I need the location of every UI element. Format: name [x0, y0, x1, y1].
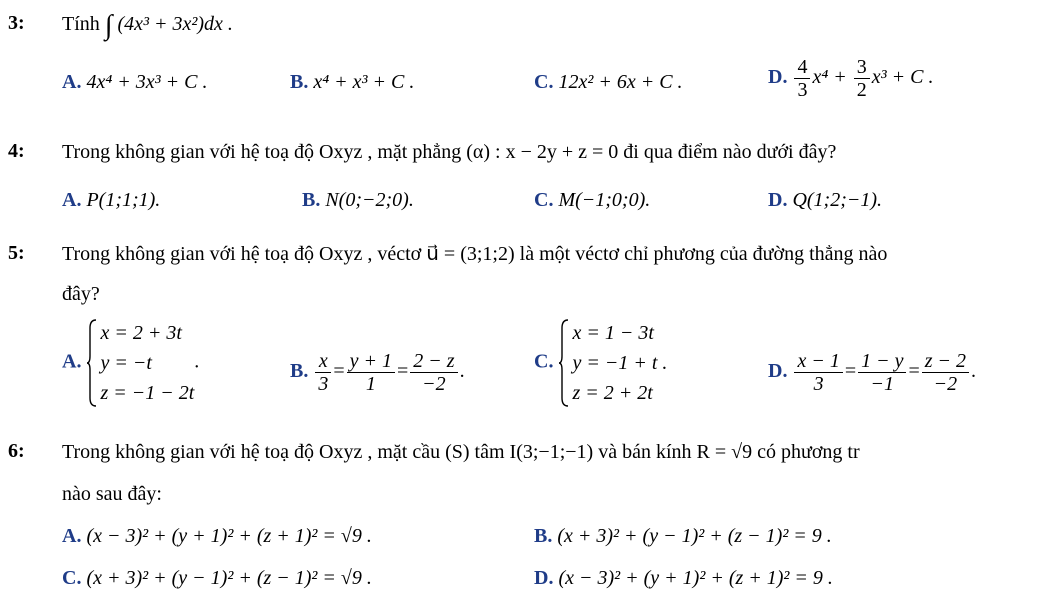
option-label: B. [290, 360, 309, 383]
fraction: $\frac{x}{3}$ [315, 350, 331, 395]
option-text: 4x⁴ + 3x³ + C . [86, 71, 208, 93]
question-6-number: 6: [8, 440, 25, 462]
option-label: A. [62, 525, 82, 547]
left-brace-icon [558, 318, 570, 408]
fraction: $\frac{2 - z}{-2}$ [410, 350, 457, 395]
option-text: . [194, 350, 200, 373]
option-label: C. [534, 189, 554, 211]
question-6-stem-line1: Trong không gian với hệ toạ độ Oxyz , mặt cầu (S) tâm I(3;−1;−1) và bán kính R = √9 có phương tr [62, 441, 860, 463]
option-text: x³ + C . [871, 66, 934, 89]
option-label: A. [62, 189, 82, 211]
question-5-stem-line1: Trong không gian với hệ toạ độ Oxyz , véctơ u⃗ = (3;1;2) là một véctơ chỉ phương của đường thẳng nào [62, 243, 888, 265]
option-text: (x + 3)² + (y − 1)² + (z − 1)² = √9 . [86, 567, 372, 589]
integral-sign: ∫ [104, 10, 113, 41]
fraction: $\frac{z - 2}{-2}$ [922, 350, 969, 395]
option-text: (x − 3)² + (y + 1)² + (z + 1)² = 9 . [558, 567, 833, 589]
option-text: (x + 3)² + (y − 1)² + (z − 1)² = 9 . [557, 525, 832, 547]
q4-option-b[interactable] [302, 188, 414, 212]
option-text: (x − 3)² + (y + 1)² + (z + 1)² = √9 . [86, 525, 372, 547]
option-text: P(1;1;1). [86, 189, 161, 211]
q3-option-d[interactable] [768, 56, 934, 101]
q3-option-b[interactable] [290, 70, 414, 94]
option-text: 12x² + 6x + C . [558, 71, 683, 93]
option-label: D. [768, 189, 788, 211]
question-4-number: 4: [8, 140, 25, 162]
question-3-number: 3: [8, 12, 25, 34]
option-label: B. [290, 71, 309, 93]
question-5-number: 5: [8, 242, 25, 264]
q5-option-d[interactable]: D. $\frac{x - 1}{3}$ = $\frac{1 - y}{-1}$ = $\frac{z - 2}{-2}$ . [768, 350, 977, 395]
equation-system: x = 1 − 3t y = −1 + t . z = 2 + 2t [558, 318, 667, 408]
option-label: A. [62, 350, 82, 373]
option-label: C. [534, 350, 554, 373]
q6-option-c[interactable] [62, 566, 372, 590]
q5-option-b[interactable]: B. $\frac{x}{3}$ = $\frac{y + 1}{1}$ = $\frac{2 - z}{-2}$ . [290, 350, 465, 395]
question-3-integrand: (4x³ + 3x²)dx . [117, 13, 233, 35]
equation-system: x = 2 + 3t y = −t z = −1 − 2t [86, 318, 194, 408]
option-text: N(0;−2;0). [325, 189, 414, 211]
q3-option-a[interactable] [62, 70, 208, 94]
option-label: D. [768, 66, 788, 89]
q6-option-a[interactable] [62, 524, 372, 548]
option-label: B. [534, 525, 553, 547]
q5-option-c[interactable] [534, 318, 667, 408]
question-3-stem [62, 10, 233, 41]
q5-option-a[interactable] [62, 318, 199, 408]
option-label: D. [768, 360, 788, 383]
q4-option-a[interactable] [62, 188, 160, 212]
option-text: x⁴ + x³ + C . [313, 71, 415, 93]
option-text: Q(1;2;−1). [792, 189, 883, 211]
q6-option-d[interactable] [534, 566, 833, 590]
q3-option-c[interactable] [534, 70, 683, 94]
fraction: $\frac{3}{2}$ [854, 56, 870, 101]
q6-option-b[interactable] [534, 524, 832, 548]
q4-option-d[interactable] [768, 188, 882, 212]
option-text: M(−1;0;0). [558, 189, 651, 211]
option-label: D. [534, 567, 554, 589]
question-3-prefix: Tính [62, 13, 100, 35]
q4-option-c[interactable] [534, 188, 650, 212]
option-label: A. [62, 71, 82, 93]
question-5-stem-line2: đây? [62, 283, 100, 305]
question-4-stem: Trong không gian với hệ toạ độ Oxyz , mặt phẳng (α) : x − 2y + z = 0 đi qua điểm nào dưới đây? [62, 141, 837, 163]
fraction: $\frac{y + 1}{1}$ [347, 350, 395, 395]
option-label: C. [62, 567, 82, 589]
question-6-stem-line2: nào sau đây: [62, 483, 162, 505]
option-text: x⁴ + [812, 66, 847, 89]
fraction: $\frac{4}{3}$ [794, 56, 810, 101]
fraction: $\frac{1 - y}{-1}$ [858, 350, 906, 395]
option-label: B. [302, 189, 321, 211]
left-brace-icon [86, 318, 98, 408]
fraction: $\frac{x - 1}{3}$ [794, 350, 842, 395]
option-label: C. [534, 71, 554, 93]
